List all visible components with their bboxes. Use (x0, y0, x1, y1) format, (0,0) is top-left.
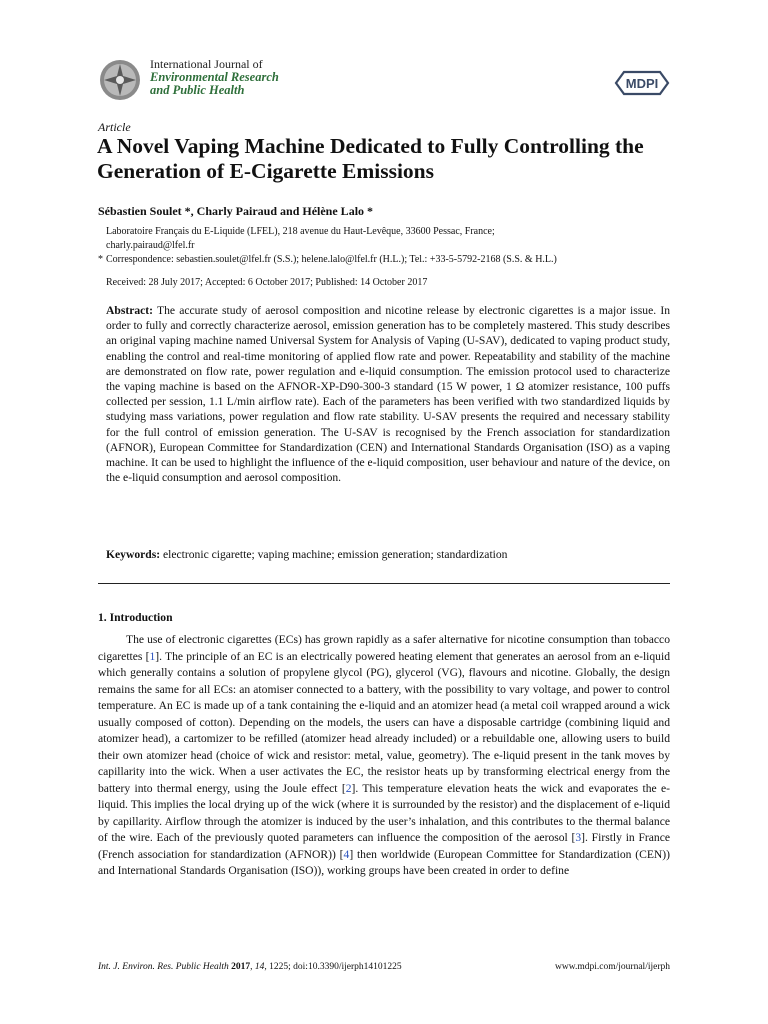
abstract-text: The accurate study of aerosol composition and nicotine release by electronic cigarettes is a major issue. In order to fully and correctly characterize aerosol, emission generation has to be completely mastered. This study describes an original vaping machine named Universal System for Analysis of Vaping (U-SAV), dedicated to vaping product study, enabling the control and real-time monitoring of applied flow rate and power. Repeatability and stability of the machine are demonstrated on flow rate, power regulation and e-liquid consumption. The emission protocol used to characterize the vaping machine is based on the AFNOR-XP-D90-300-3 standard (15 W power, 1 Ω atomizer resistance, 100 puffs collected per session, 1.1 L/min airflow rate). Each of the parameters has been verified with two standardized liquids by studying mass variations, power regulation and flow rate stability. U-SAV presents the required and necessary stability for the full control of emission generation. The U-SAV is recognised by the French association for standardization (AFNOR), European Committee for Standardization (CEN) and International Standards Organisation (ISO) as a vaping machine. It can be used to highlight the influence of the e-liquid composition, user behaviour and nature of the device, on the e-liquid consumption and aerosol composition. (106, 304, 670, 485)
body-segment: The use of electronic cigarettes (ECs) has grown rapidly as a safer alternative for nicotine consumption than tobacco cigarettes [ (98, 633, 670, 663)
introduction-body (98, 632, 670, 880)
citation-link-4[interactable]: 4 (343, 847, 350, 861)
affiliation-email: charly.pairaud@lfel.fr (106, 240, 195, 251)
keywords-text: electronic cigarette; vaping machine; emission generation; standardization (163, 548, 508, 561)
footer-citation: Int. J. Environ. Res. Public Health 2017, 14, 1225; doi:10.3390/ijerph14101225 (98, 962, 402, 972)
journal-emblem-icon (98, 58, 142, 102)
journal-name-line1: International Journal of (150, 57, 263, 71)
citation-link-2[interactable]: 2 (345, 781, 352, 795)
publisher-logo (614, 68, 670, 98)
article-type: Article (98, 120, 131, 134)
affiliation-line: Laboratoire Français du E-Liquide (LFEL), 218 avenue du Haut-Levêque, 33600 Pessac, France; (106, 226, 495, 237)
body-segment: ]. This temperature elevation heats the wick and evaporates the e-liquid. This implies the local drying up of the wick (where it is surrounded by the resistor) and the displacement of e-liquid by capillarity. Airflow through the atomizer is induced by the user’s inhalation, and this contributes to the thermal balance of the wire. Each of the previously quoted parameters can influence the composition of the aerosol [ (98, 781, 671, 844)
body-segment: ]. The principle of an EC is an electrically powered heating element that generates an aerosol from an e-liquid which generally contains a solution of propylene glycol (PG), glycerol (VG), flavours and nicotine. Globally, the design remains the same for all ECs: an atomiser connected to a battery, with the possibility to vary voltage, and power to control temperature. An EC is made up of a tank containing the e-liquid and an atomizer head (a metal coil wrapped around a wick usually composed of cotton). Depending on the models, the users can have a disposable cartridge (combining liquid and atomizer head), a cartomizer to be refilled (atomizer head already included) or a rebuildable one, allowing users to build their own atomizer head (choice of wick and resistor: metal, value, geometry). The e-liquid present in the tank moves by capillarity into the wick. When a user activates the EC, the resistor heats up by transforming electrical energy from the battery into thermal energy, using the Joule effect [ (98, 649, 670, 795)
journal-name-line3: and Public Health (150, 83, 245, 97)
footer-doi: , 1225; doi:10.3390/ijerph14101225 (264, 962, 402, 972)
correspondence-line: Correspondence: sebastien.soulet@lfel.fr (S.S.); helene.lalo@lfel.fr (H.L.); Tel.: +33-5-5792-2168 (S.S. & H.L.) (106, 254, 557, 265)
section-divider (98, 583, 670, 584)
footer-volume: 14 (254, 962, 265, 972)
keywords-label: Keywords: (106, 548, 161, 561)
abstract-label: Abstract: (106, 304, 154, 317)
citation-link-3[interactable]: 3 (575, 831, 582, 844)
citation-link-1[interactable]: 1 (149, 649, 156, 663)
abstract (106, 303, 670, 485)
correspondence-star: * (98, 254, 103, 265)
body-segment: ] then worldwide (European Committee for Standardization (CEN)) and International Standards Organisation (ISO)), working groups have been created in order to define (98, 847, 670, 877)
introduction-paragraph (98, 632, 670, 880)
journal-name-line2: Environmental Research (150, 70, 279, 84)
body-segment: ]. Firstly in France (French association for standardization (AFNOR)) [ (98, 831, 670, 861)
section-heading: 1. Introduction (98, 611, 173, 624)
journal-name (150, 58, 279, 97)
footer-url[interactable]: www.mdpi.com/journal/ijerph (555, 962, 670, 972)
footer-journal-abbrev: Int. J. Environ. Res. Public Health (98, 962, 229, 972)
article-title: A Novel Vaping Machine Dedicated to Fully Controlling the Generation of E-Cigarette Emissions (97, 134, 644, 183)
publisher-logo-text: MDPI (625, 76, 659, 91)
publication-dates: Received: 28 July 2017; Accepted: 6 October 2017; Published: 14 October 2017 (106, 277, 428, 288)
keywords (106, 548, 670, 561)
footer-year: 2017 (231, 962, 251, 972)
author-list: Sébastien Soulet *, Charly Pairaud and Hélène Lalo * (98, 204, 374, 218)
affiliations (98, 225, 686, 267)
